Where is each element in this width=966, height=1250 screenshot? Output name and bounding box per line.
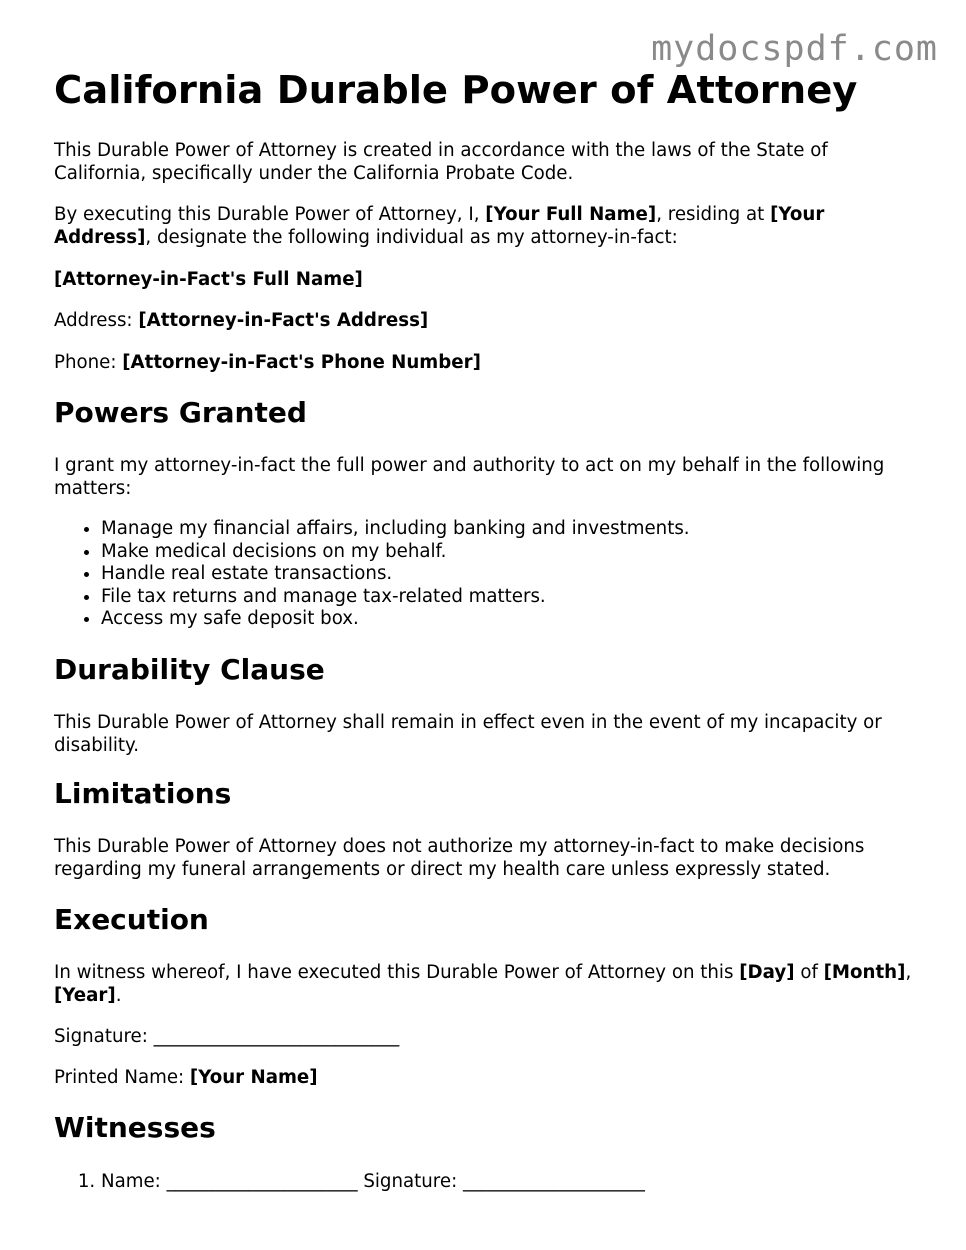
list-item: • Handle real estate transactions.	[101, 563, 963, 586]
list-item: • File tax returns and manage tax-related matters.	[101, 586, 963, 609]
limitations-paragraph: This Durable Power of Attorney does not authorize my attorney-in-fact to make decisions regarding my funeral arrangements or direct my health care unless expressly stated.	[54, 836, 865, 880]
day-placeholder: [Day]	[739, 962, 795, 983]
signature-blank[interactable]: ___________________________	[153, 1026, 400, 1047]
intro-paragraph: This Durable Power of Attorney is created in accordance with the laws of the State of California, specifically under the California Probate Code.	[54, 140, 828, 184]
address-placeholder: [Your Address]	[54, 204, 825, 248]
list-item: • Make medical decisions on my behalf.	[101, 541, 963, 564]
limitations-heading: Limitations	[54, 777, 232, 810]
month-placeholder: [Month]	[823, 962, 906, 983]
document-title: California Durable Power of Attorney	[54, 68, 858, 113]
attorney-address: Address: [Attorney-in-Fact's Address]	[54, 310, 429, 331]
full-name-placeholder: [Your Full Name]	[485, 204, 657, 225]
witness-signature-blank[interactable]: ____________________	[462, 1171, 645, 1192]
durability-heading: Durability Clause	[54, 653, 325, 686]
execution-paragraph: In witness whereof, I have executed this Durable Power of Attorney on this [Day] of [Month], [Year].	[54, 962, 912, 1006]
durability-paragraph: This Durable Power of Attorney shall remain in effect even in the event of my incapacity or disability.	[54, 712, 882, 756]
list-item: • Access my safe deposit box.	[101, 608, 963, 631]
designation-paragraph: By executing this Durable Power of Attorney, I, [Your Full Name], residing at [Your Address], designate the following individual as my attorney-in-fact:	[54, 204, 825, 248]
powers-list	[54, 518, 963, 631]
witnesses-list	[54, 1170, 963, 1193]
attorney-name: [Attorney-in-Fact's Full Name]	[54, 269, 363, 290]
witness-name-blank[interactable]: _____________________	[166, 1171, 358, 1192]
watermark: mydocspdf.com	[651, 29, 938, 69]
witnesses-heading: Witnesses	[54, 1111, 216, 1144]
list-item: • Manage my financial affairs, including banking and investments.	[101, 518, 963, 541]
signature-line: Signature: ___________________________	[54, 1026, 400, 1047]
powers-paragraph: I grant my attorney-in-fact the full power and authority to act on my behalf in the following matters:	[54, 455, 885, 499]
year-placeholder: [Year]	[54, 985, 116, 1006]
printed-name-line: Printed Name: [Your Name]	[54, 1067, 318, 1088]
witness-item: 1. Name: _____________________ Signature: ____________________	[101, 1170, 963, 1193]
attorney-phone: Phone: [Attorney-in-Fact's Phone Number]	[54, 352, 481, 373]
powers-heading: Powers Granted	[54, 396, 307, 429]
execution-heading: Execution	[54, 903, 209, 936]
